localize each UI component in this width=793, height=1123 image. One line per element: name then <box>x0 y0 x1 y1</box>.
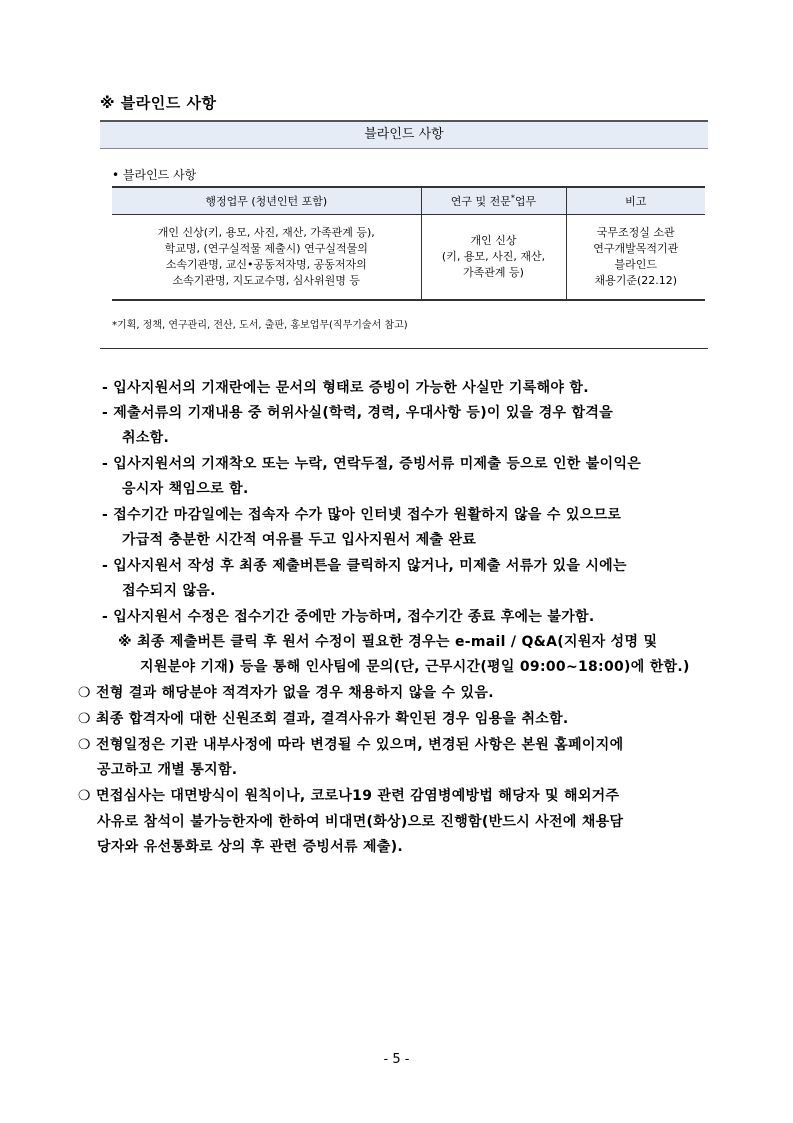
blind-table <box>112 186 705 301</box>
notice-line: ❍ 면접심사는 대면방식이 원칙이나, 코로나19 관련 감염병예방법 해당자 및 해외거주 <box>78 788 620 804</box>
table-row <box>112 215 705 301</box>
header-research-label: 연구 및 전문 <box>450 195 511 208</box>
header-admin: 행정업무 (청년인턴 포함) <box>112 187 421 215</box>
section-heading: ※ 블라인드 사항 <box>100 94 217 112</box>
notice-line: 사유로 참석이 불가능한자에 한하여 비대면(화상)으로 진행함(반드시 사전에 채용담 <box>97 814 624 830</box>
cell-admin: 개인 신상(키, 용모, 사진, 재산, 가족관계 등), 학교명, (연구실적물 제출시) 연구실적물의 소속기관명, 교신•공동저자명, 공동저자의 소속기관명, 지도교수명, 심사위원명 등 <box>112 215 421 301</box>
cell-research: 개인 신상 (키, 용모, 사진, 재산, 가족관계 등) <box>421 215 566 301</box>
notice-line: - 입사지원서의 기재란에는 문서의 형태로 증빙이 가능한 사실만 기록해야 함. <box>102 380 589 396</box>
notice-line: ❍ 전형 결과 해당분야 적격자가 없을 경우 채용하지 않을 수 있음. <box>78 685 494 701</box>
notice-line: ❍ 전형일정은 기관 내부사정에 따라 변경될 수 있으며, 변경된 사항은 본원 홈페이지에 <box>78 737 624 753</box>
box-bottom-rule <box>100 348 708 349</box>
header-research <box>421 187 566 215</box>
cell-note: 국무조정실 소관 연구개발목적기관 블라인드 채용기준(22.12) <box>566 215 705 301</box>
notice-line: ❍ 최종 합격자에 대한 신원조회 결과, 결격사유가 확인된 경우 임용을 취소함. <box>78 711 569 727</box>
header-research-mark: * <box>510 193 515 203</box>
notice-line: 공고하고 개별 통지함. <box>97 762 238 778</box>
notice-line: - 입사지원서 수정은 접수기간 중에만 가능하며, 접수기간 종료 후에는 불가함. <box>102 609 595 625</box>
notice-line: 당자와 유선통화로 상의 후 관련 증빙서류 제출). <box>97 839 404 855</box>
notice-line: - 입사지원서의 기재착오 또는 누락, 연락두절, 증빙서류 미제출 등으로 인한 불이익은 <box>102 456 642 472</box>
blind-box-title: 블라인드 사항 <box>100 120 708 149</box>
notice-line: ※ 최종 제출버튼 클릭 후 원서 수정이 필요한 경우는 e-mail / Q&A(지원자 성명 및 <box>118 634 658 650</box>
notice-line: - 입사지원서 작성 후 최종 제출버튼을 클릭하지 않거나, 미제출 서류가 있을 시에는 <box>102 558 627 574</box>
page-number: - 5 - <box>383 1052 410 1067</box>
blind-box-label: • 블라인드 사항 <box>112 168 197 182</box>
notice-line: 취소함. <box>122 430 170 446</box>
notice-line: 응시자 책임으로 함. <box>122 481 249 497</box>
notice-line: - 접수기간 마감일에는 접속자 수가 많아 인터넷 접수가 원활하지 않을 수 있으므로 <box>102 507 622 523</box>
table-footnote: *기획, 정책, 연구관리, 전산, 도서, 출판, 홍보업무(직무기술서 참고) <box>112 320 408 331</box>
notice-line: 가급적 충분한 시간적 여유를 두고 입사지원서 제출 완료 <box>122 532 477 548</box>
notice-line: 지원분야 기재) 등을 통해 인사팀에 문의(단, 근무시간(평일 09:00~18:00)에 한함.) <box>140 659 690 675</box>
header-note: 비고 <box>566 187 705 215</box>
table-header-row <box>112 187 705 215</box>
notice-line: - 제출서류의 기재내용 중 허위사실(학력, 경력, 우대사항 등)이 있을 경우 합격을 <box>102 405 614 421</box>
notice-line: 접수되지 않음. <box>122 583 216 599</box>
header-research-suffix: 업무 <box>514 195 537 208</box>
